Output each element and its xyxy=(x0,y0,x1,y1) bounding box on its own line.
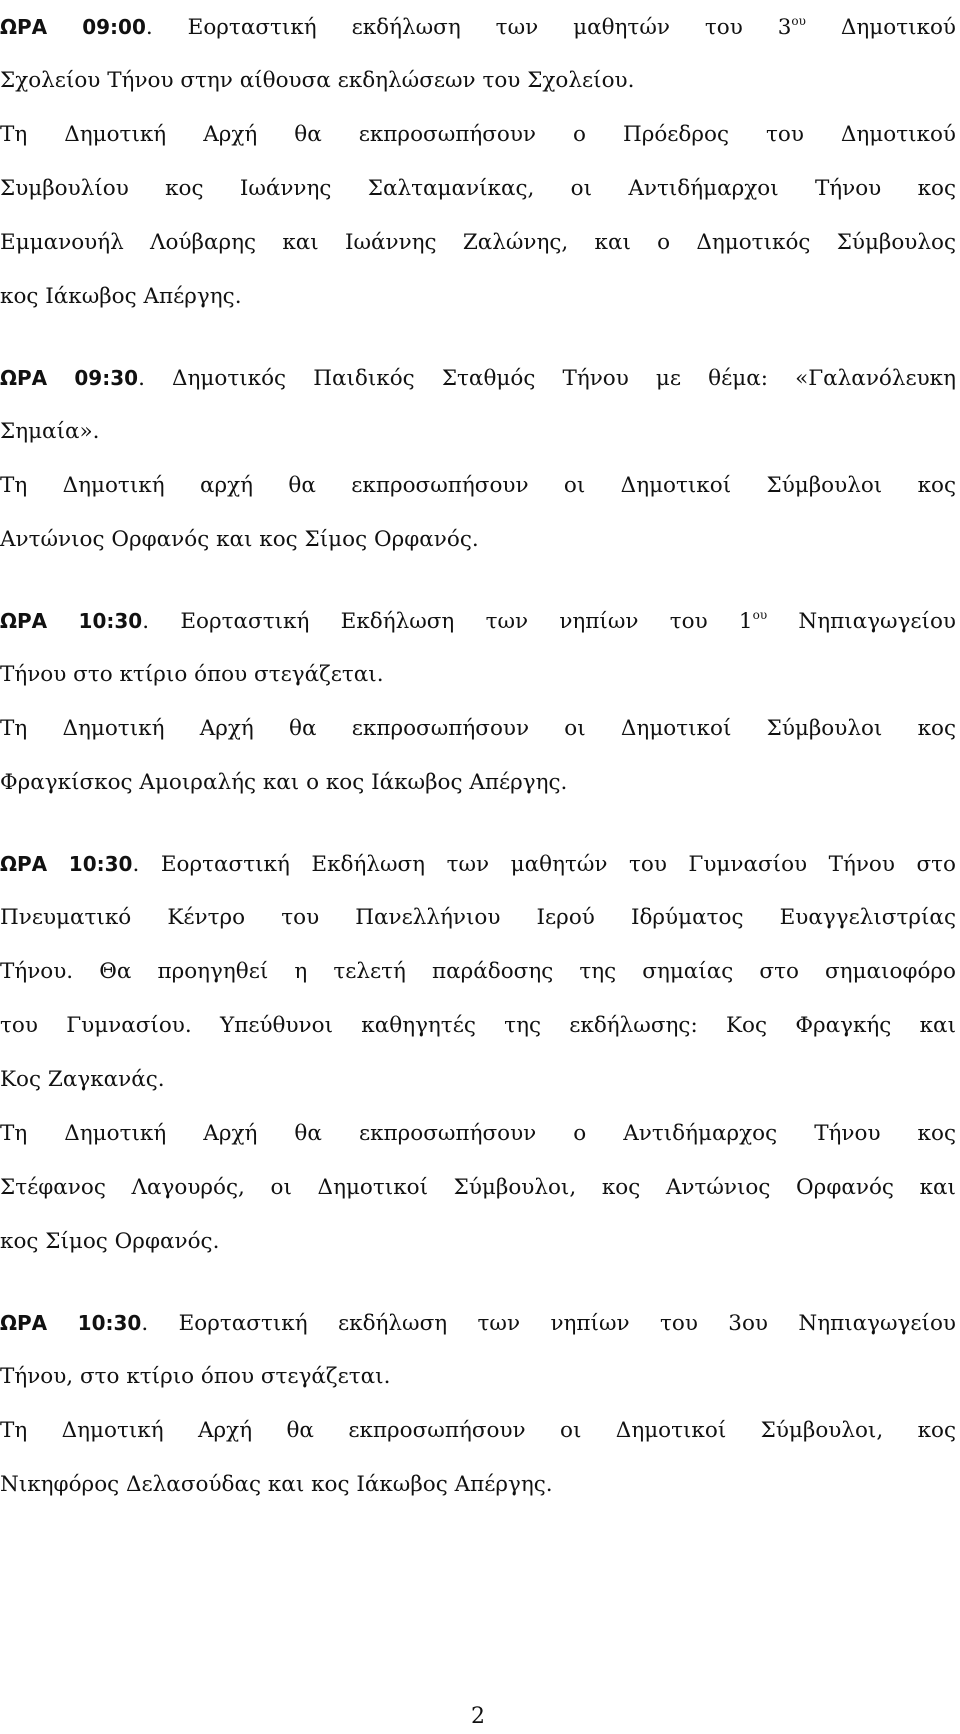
text-line: Φραγκίσκος Αμοιραλής και ο κος Ιάκωβος Απέργης. xyxy=(0,770,568,795)
event-time: ΩΡΑ 10:30 xyxy=(0,609,143,633)
event-time: ΩΡΑ 10:30 xyxy=(0,852,133,876)
event-time: ΩΡΑ 09:00 xyxy=(0,15,146,39)
text-line: του Γυμνασίου. Υπεύθυνοι καθηγητές της εκδήλωσης: Κος Φραγκής και xyxy=(0,1013,956,1038)
text-line: Κος Ζαγκανάς. xyxy=(0,1067,165,1092)
text-line: κος Σίμος Ορφανός. xyxy=(0,1229,220,1254)
event-time: ΩΡΑ 10:30 xyxy=(0,1311,142,1335)
text-line: Τήνου στο κτίριο όπου στεγάζεται. xyxy=(0,662,384,687)
text-line: κος Ιάκωβος Απέργης. xyxy=(0,284,242,309)
text-line: ΩΡΑ 10:30. Εορταστική Εκδήλωση των μαθητών του Γυμνασίου Τήνου στο xyxy=(0,852,956,877)
text-line: Τη Δημοτική Αρχή θα εκπροσωπήσουν οι Δημοτικοί Σύμβουλοι κος xyxy=(0,716,956,741)
text-line: Στέφανος Λαγουρός, οι Δημοτικοί Σύμβουλοι, κος Αντώνιος Ορφανός και xyxy=(0,1175,956,1200)
text-line: ΩΡΑ 09:30. Δημοτικός Παιδικός Σταθμός Τήνου με θέμα: «Γαλανόλευκη xyxy=(0,366,956,391)
text-line: ΩΡΑ 10:30. Εορταστική εκδήλωση των νηπίων του 3ου Νηπιαγωγείου xyxy=(0,1311,956,1336)
event-time: ΩΡΑ 09:30 xyxy=(0,366,139,390)
text-line: Τήνου, στο κτίριο όπου στεγάζεται. xyxy=(0,1364,391,1389)
paragraph-0930-nursery xyxy=(0,351,956,567)
text-line: Σχολείου Τήνου στην αίθουσα εκδηλώσεων του Σχολείου. xyxy=(0,68,635,93)
text-line: ΩΡΑ 09:00. Εορταστική εκδήλωση των μαθητών του $3^{o\upsilon}$ Δημοτικού xyxy=(0,14,956,40)
text-line: Τήνου. Θα προηγηθεί η τελετή παράδοσης της σημαίας στο σημαιοφόρο xyxy=(0,959,956,984)
paragraph-1030-3rd-kindergarten xyxy=(0,1296,956,1512)
text-line: Τη Δημοτική αρχή θα εκπροσωπήσουν οι Δημοτικοί Σύμβουλοι κος xyxy=(0,473,956,498)
paragraph-1030-gymnasium xyxy=(0,837,956,1269)
paragraph-0900-3rd-primary-school xyxy=(0,0,956,324)
paragraph-1030-1st-kindergarten xyxy=(0,594,956,810)
text-line: Πνευματικό Κέντρο του Πανελλήνιου Ιερού Ιδρύματος Ευαγγελιστρίας xyxy=(0,905,956,930)
text-line: Εμμανουήλ Λούβαρης και Ιωάννης Ζαλώνης, και ο Δημοτικός Σύμβουλος xyxy=(0,230,956,255)
text-line: Νικηφόρος Δελασούδας και κος Ιάκωβος Απέργης. xyxy=(0,1472,553,1497)
text-line: Τη Δημοτική Αρχή θα εκπροσωπήσουν ο Αντιδήμαρχος Τήνου κος xyxy=(0,1121,956,1146)
text-line: Τη Δημοτική Αρχή θα εκπροσωπήσουν οι Δημοτικοί Σύμβουλοι, κος xyxy=(0,1418,956,1443)
page-number: 2 xyxy=(471,1704,485,1729)
text-line: ΩΡΑ 10:30. Εορταστική Εκδήλωση των νηπίων του $1^{o\upsilon}$ Νηπιαγωγείου xyxy=(0,608,957,634)
text-line: Τη Δημοτική Αρχή θα εκπροσωπήσουν ο Πρόεδρος του Δημοτικού xyxy=(0,122,956,147)
text-line: Αντώνιος Ορφανός και κος Σίμος Ορφανός. xyxy=(0,527,479,552)
text-line: Συμβουλίου κος Ιωάννης Σαλταμανίκας, οι Αντιδήμαρχοι Τήνου κος xyxy=(0,176,956,201)
superscript: ου xyxy=(791,14,806,28)
text-line: Σημαία». xyxy=(0,419,100,444)
superscript: ου xyxy=(752,608,768,622)
